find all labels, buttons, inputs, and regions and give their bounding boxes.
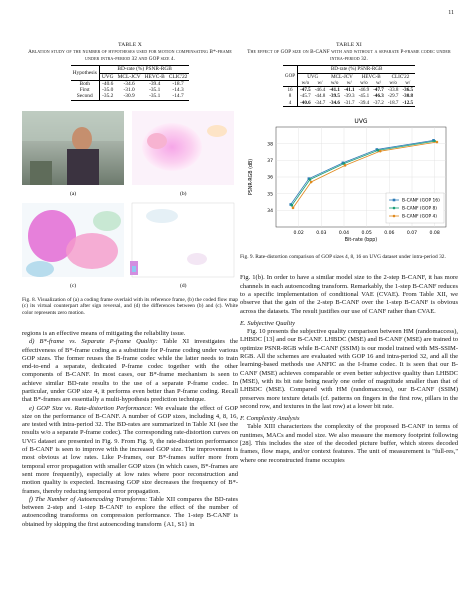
chart-point bbox=[292, 207, 295, 210]
fig8-label-d: (d) bbox=[180, 282, 187, 289]
chart-point bbox=[436, 141, 439, 144]
table-cell: -33.8 bbox=[387, 87, 399, 94]
table-xi-row-label: 4 bbox=[283, 100, 298, 107]
table-xi-sub-header: w/o bbox=[330, 79, 339, 86]
chart-x-tick: 0.05 bbox=[361, 231, 372, 236]
table-cell: -37.2 bbox=[373, 99, 384, 106]
table-cell: -39.5 bbox=[329, 93, 340, 100]
table-cell: -12.5 bbox=[402, 99, 414, 106]
figure-9 bbox=[240, 115, 458, 252]
table-row bbox=[283, 93, 415, 99]
table-cell: -30.9 bbox=[123, 93, 135, 100]
left-head-e: e) GOP Size vs. Rate-distortion Performance: bbox=[29, 404, 153, 412]
table-cell: -18.7 bbox=[387, 99, 399, 106]
table-x-col-header: CLIC'22 bbox=[168, 73, 188, 80]
table-x-row-label: Second bbox=[71, 93, 100, 100]
chart-y-tick: 34 bbox=[267, 208, 273, 214]
table-cell: -39.3 bbox=[343, 93, 355, 100]
table-cell: -41.1 bbox=[343, 87, 355, 94]
table-cell: -40.6 bbox=[300, 99, 311, 106]
chart-legend-marker bbox=[393, 199, 396, 202]
table-cell: -35.2 bbox=[102, 93, 114, 100]
table-row bbox=[283, 87, 415, 94]
table-xi-sub-header: w/ bbox=[405, 79, 411, 86]
table-xi-caption: The effect of GOP size on B-CANF with and without a separate P-frame codec under intra-period 32. bbox=[247, 49, 451, 62]
table-cell: -18.7 bbox=[172, 80, 184, 87]
chart-title: UVG bbox=[354, 118, 368, 125]
table-cell: -40.6 bbox=[102, 80, 114, 87]
left-p3: We evaluate the effect of GOP size on the performance of B-CANF. A number of GOP sizes, including 4, 8, 16, are tested with intra-period 32. The BD-rates are summarized in Table XI (see the results w/o a separate P-frame codec). The corresponding rate-distortion curves on UVG dataset are presented in Fig. 9. From Fig. 9, the rate-distortion performance of B-CANF is seen to improve with the increased GOP size. The improvement is most obvious at low rates. Like P-frames, our B*-frames suffer more from temporal error propagation with smaller GOP sizes (in which cases, B*-frames are sent more frequently), especially at low rates where poor reconstruction and motion quality is expected. Increasing GOP size decreases the frequency of B*-frames, thereby reducing temporal error propagation. bbox=[22, 404, 239, 495]
chart-x-label: Bit-rate (bpp) bbox=[344, 238, 378, 243]
right-p3: Table XIII characterizes the complexity of the proposed B-CANF in terms of runtimes, MACs and model size. We also measure the memory footprint following [28]. This includes the size of the decoded picture buffer, which stores decoded frames, flow maps, and/or context features. The unit of measurement is "full-res," where one reconstructed frame occupies bbox=[240, 423, 458, 464]
table-xi-sub-header: w/o bbox=[389, 79, 397, 86]
table-cell: -46.9 bbox=[358, 87, 370, 94]
chart-y-tick: 35 bbox=[267, 192, 273, 198]
table-cell: -34.7 bbox=[314, 99, 326, 106]
table-xi-row-label: 16 bbox=[283, 87, 298, 94]
table-xi-row-header: GOP bbox=[283, 66, 298, 87]
left-column bbox=[22, 0, 238, 529]
table-xi-col-header: CLIC'22 bbox=[391, 73, 410, 80]
table-cell: -47.5 bbox=[300, 87, 311, 94]
chart-point bbox=[291, 204, 294, 207]
table-cell: -46.4 bbox=[314, 87, 326, 94]
chart-y-label: PSNR-RGB (dB) bbox=[249, 158, 254, 196]
figure-8-caption: Fig. 8. Visualization of (a) a coding frame overlaid with its reference frame, (b) the coded flow map (c) its virtual counterpart after sign reversal, and (d) the differences between (b) and (c). White color represents zero motion. bbox=[22, 296, 238, 316]
table-x-col-header: HEVC-B bbox=[144, 73, 165, 80]
table-xi-col-header: HEVC-B bbox=[361, 73, 381, 80]
table-row bbox=[71, 93, 190, 100]
table-xi-sub-header: w/ bbox=[346, 79, 352, 86]
chart-legend-marker bbox=[393, 215, 396, 218]
table-x-header-top: BD-rate (%) PSNR-RGB bbox=[99, 66, 189, 73]
table-cell: -35.1 bbox=[149, 93, 161, 100]
table-x-caption-block bbox=[22, 42, 238, 62]
table-cell: -36.5 bbox=[402, 87, 414, 94]
figure-9-caption: Fig. 9. Rate-distortion comparison of GOP sizes 4, 8, 16 on UVG dataset under intra-period 32. bbox=[240, 254, 446, 260]
page-number: 11 bbox=[448, 10, 454, 16]
fig8-label-a: (a) bbox=[70, 190, 77, 197]
table-cell: -44.8 bbox=[314, 93, 326, 100]
right-sec-e: E. Subjective Quality bbox=[240, 319, 296, 327]
chart-x-tick: 0.02 bbox=[293, 231, 304, 236]
table-cell: -34.6 bbox=[329, 99, 340, 106]
table-cell: -39.4 bbox=[358, 99, 370, 106]
chart-legend-marker bbox=[393, 207, 396, 210]
chart-legend-label: B-CANF (GOP 16) bbox=[402, 198, 440, 204]
chart-y-tick: 37 bbox=[267, 158, 273, 164]
table-x-caption: Ablation study of the number of hypotheses used for motion compensating B*-frame under intra-period 32 and GOP size 4. bbox=[28, 49, 232, 62]
table-cell: -14.3 bbox=[172, 87, 184, 94]
chart-point bbox=[310, 181, 313, 184]
table-cell: -29.7 bbox=[387, 93, 399, 100]
table-x-row-label: Both bbox=[71, 80, 100, 87]
left-p1: regions is an effective means of mitigating the reliability issue. bbox=[22, 329, 186, 337]
table-xi bbox=[283, 65, 415, 107]
table-xi-header-top: BD-rate (%) PSNR-RGB bbox=[298, 66, 416, 73]
left-head-d: d) B*-frame vs. Separate P-frame Quality: bbox=[29, 338, 158, 346]
table-cell: -31.7 bbox=[343, 99, 355, 106]
fig8-label-b: (b) bbox=[180, 190, 187, 197]
right-p2: Fig. 10 presents the subjective quality comparison between HM (randomaccess), LHBDC [13] and our B-CANF. LHBDC (MSE) and B-CANF (MSE) are trained to optimize PSNR-RGB while B-CANF (SSIM) is our model trained with MS-SSIM-RGB. All the schemes are evaluated with GOP 16 and intra-period 32, and all the learning-based methods use ANFIC as the I-frame codec. It is seen that our B-CANF (MSE) achieves comparable or even better subjective quality than LHBDC (MSE), with its bit rate being nearly one order of magnitude smaller than that of LHBDC (MSE). Compared with HM (randomaccess), our B-CANF (SSIM) preserves more texture details (cf. patterns on fingers in the first row, pillars in the second row, and textures in the last row) at a lower bit rate. bbox=[240, 328, 458, 410]
table-x-number: TABLE X bbox=[118, 42, 142, 48]
fig8-label-c: (c) bbox=[70, 282, 77, 289]
table-cell: -31.0 bbox=[123, 87, 135, 94]
table-cell: -39.4 bbox=[149, 80, 161, 87]
table-xi-number: TABLE XI bbox=[336, 42, 362, 48]
chart-legend-label: B-CANF (GOP 8) bbox=[402, 206, 437, 212]
chart-x-tick: 0.03 bbox=[316, 231, 327, 236]
figure-8 bbox=[22, 111, 238, 301]
table-cell: -34.6 bbox=[123, 80, 135, 87]
chart-y-tick: 38 bbox=[267, 142, 273, 148]
left-p4: Table XII compares the BD-rates between 2-step and 1-step B-CANF to explore the effect of the number of autoencoding transforms on compression performance. The 1-step B-CANF is obtained by skipping the first autoencoding transform {A1, S1} in bbox=[22, 495, 238, 528]
table-xi-sub-header: w/ bbox=[375, 79, 382, 86]
chart-y-tick: 36 bbox=[267, 175, 273, 181]
fig8-panel-a bbox=[22, 111, 124, 185]
table-cell: -45.1 bbox=[358, 93, 370, 100]
right-p1: Fig. 1(b). In order to have a similar model size to the 2-step B-CANF, it has more channels in each autoencoding transform. Remarkably, the 1-step B-CANF reduces to a specific implementation of conditional VAE (CVAE). From Table XII, we observe that the gain of the 2-step B-CANF over the 1-step B-CANF is obvious across the datasets. The result justifies our use of CANF rather than CVAE. bbox=[240, 274, 458, 315]
table-cell: -35.1 bbox=[149, 87, 161, 94]
chart-x-tick: 0.04 bbox=[338, 231, 350, 236]
figure-8-panels bbox=[22, 111, 238, 301]
table-cell: -46.3 bbox=[373, 93, 384, 100]
table-cell: -47.7 bbox=[373, 87, 384, 94]
table-cell: -35.0 bbox=[102, 87, 114, 94]
table-xi-col-header: MCL-JCV bbox=[331, 73, 353, 80]
right-column bbox=[240, 0, 458, 465]
table-x-col-header: MCL-JCV bbox=[117, 73, 141, 80]
chart-point bbox=[344, 164, 347, 167]
table-cell: -30.8 bbox=[402, 93, 414, 100]
chart-point bbox=[377, 149, 380, 152]
chart-point bbox=[379, 150, 382, 153]
fig8-panel-d bbox=[130, 203, 234, 277]
table-x-row-header: Hypothesis bbox=[71, 66, 100, 81]
left-head-f: f) The Number of Autoencoding Transforms: bbox=[29, 495, 148, 503]
table-cell: -14.7 bbox=[172, 93, 184, 100]
table-cell: -41.1 bbox=[329, 87, 340, 94]
table-row bbox=[71, 80, 190, 87]
chart-x-tick: 0.06 bbox=[384, 231, 395, 236]
chart-legend-label: B-CANF (GOP 4) bbox=[402, 214, 437, 220]
right-body bbox=[240, 274, 458, 465]
table-xi-sub-header: w/o bbox=[360, 79, 368, 86]
table-cell: -45.7 bbox=[300, 93, 311, 100]
chart-point bbox=[309, 178, 312, 181]
table-xi-col-header: UVG bbox=[307, 73, 319, 80]
chart-x-tick: 0.08 bbox=[429, 231, 440, 236]
table-x-row-label: First bbox=[71, 87, 100, 93]
table-xi-sub-header: w/ bbox=[317, 79, 323, 86]
table-row bbox=[283, 100, 415, 107]
fig8-panel-b bbox=[132, 111, 234, 185]
chart-x-tick: 0.07 bbox=[406, 231, 418, 236]
table-xi-sub-header: w/o bbox=[301, 79, 310, 86]
left-p2: Table XI investigates the effectiveness of B*-frame coding as a substitute for P-frame coding under various GOP sizes. The former reuses the B-frame codec while the latter needs to train end-to-end a separate, dedicated P-frame codec together with the other components of B-CANF. In most cases, our B*-frame mechanism is seen to achieve similar BD-rate results to the use of a separate P-frame codec. In particular, under GOP size 4, it performs even better than P-frame coding. Recall that B*-frames are essentially a multi-hypothesis prediction technique. bbox=[22, 338, 238, 404]
table-xi-row-label: 8 bbox=[283, 93, 298, 99]
table-xi-caption-block bbox=[240, 42, 458, 62]
figure-9-chart bbox=[240, 115, 458, 247]
fig8-panel-c bbox=[22, 203, 124, 277]
table-x-col-header: UVG bbox=[101, 73, 114, 80]
right-sec-f: F. Complexity Analysis bbox=[240, 415, 300, 423]
left-body bbox=[22, 330, 238, 529]
table-x bbox=[71, 65, 190, 100]
